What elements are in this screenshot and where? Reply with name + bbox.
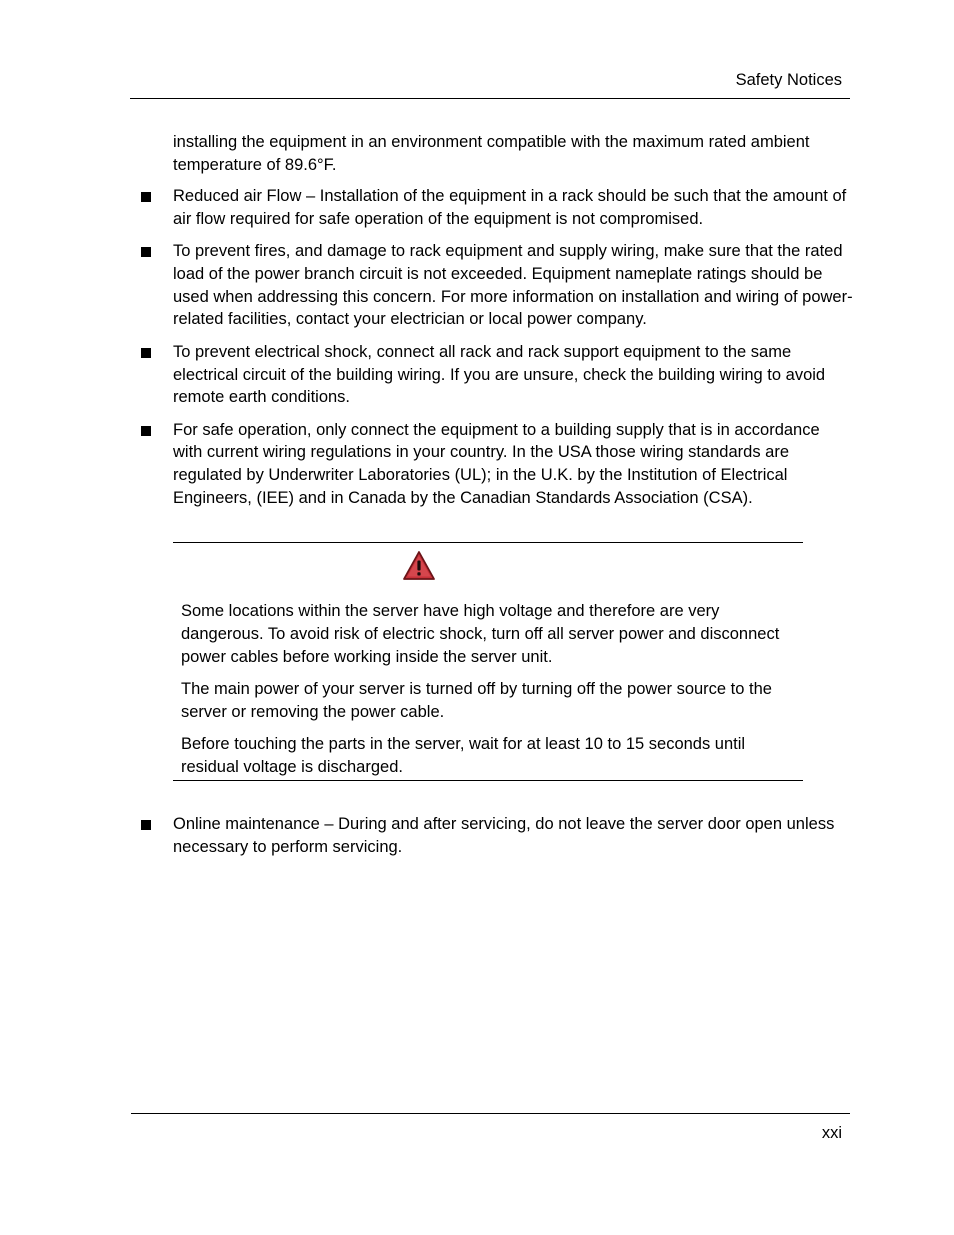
list-item <box>140 185 860 231</box>
continuation-paragraph: installing the equipment in an environment compatible with the maximum rated ambient temperature of 89.6°F. <box>173 133 810 174</box>
list-item-text: To prevent electrical shock, connect all rack and rack support equipment to the same electrical circuit of the building wiring. If you are unsure, check the building wiring to avoid remote earth conditions. <box>173 342 826 407</box>
list-item-text: Online maintenance – During and after servicing, do not leave the server door open unless necessary to perform servicing. <box>173 815 835 856</box>
header-divider <box>130 98 850 99</box>
square-bullet-icon <box>141 348 151 358</box>
footer-divider <box>131 1113 850 1114</box>
warning-text <box>181 600 801 788</box>
warning-paragraph: Before touching the parts in the server, wait for at least 10 to 15 seconds until residual voltage is discharged. <box>181 734 746 776</box>
list-item <box>140 341 860 409</box>
warning-paragraph: Some locations within the server have high voltage and therefore are very dangerous. To avoid risk of electric shock, turn off all server power and disconnect power cables before working inside the server unit. <box>181 602 780 666</box>
list-item <box>140 419 860 510</box>
list-item <box>140 813 860 859</box>
square-bullet-icon <box>141 820 151 830</box>
running-header: Safety Notices <box>735 71 842 89</box>
list-item-text: To prevent fires, and damage to rack equipment and supply wiring, make sure that the rated load of the power branch circuit is not exceeded. Equipment nameplate ratings should be used when addressing this concern. For more information on installation and wiring of power-related facilities, contact your electrician or local power company. <box>173 242 853 329</box>
square-bullet-icon <box>141 247 151 257</box>
warning-notice <box>173 542 803 781</box>
warning-paragraph: The main power of your server is turned off by turning off the power source to the server or removing the power cable. <box>181 679 772 721</box>
square-bullet-icon <box>141 192 151 202</box>
maintenance-bullet-list <box>140 813 860 868</box>
warning-triangle-icon <box>402 550 436 581</box>
safety-bullet-list <box>140 185 860 519</box>
page-number: xxi <box>821 1124 842 1142</box>
list-item-text: For safe operation, only connect the equipment to a building supply that is in accordance with current wiring regulations in your country. In the USA those wiring standards are regulated by Underwriter Laboratories (UL); in the U.K. by the Institution of Electrical Engineers, (IEE) and in Canada by the Canadian Standards Association (CSA). <box>173 420 820 508</box>
square-bullet-icon <box>141 426 151 436</box>
list-item-text: Reduced air Flow – Installation of the equipment in a rack should be such that the amount of air flow required for safe operation of the equipment is not compromised. <box>173 187 847 228</box>
list-item <box>140 240 860 331</box>
